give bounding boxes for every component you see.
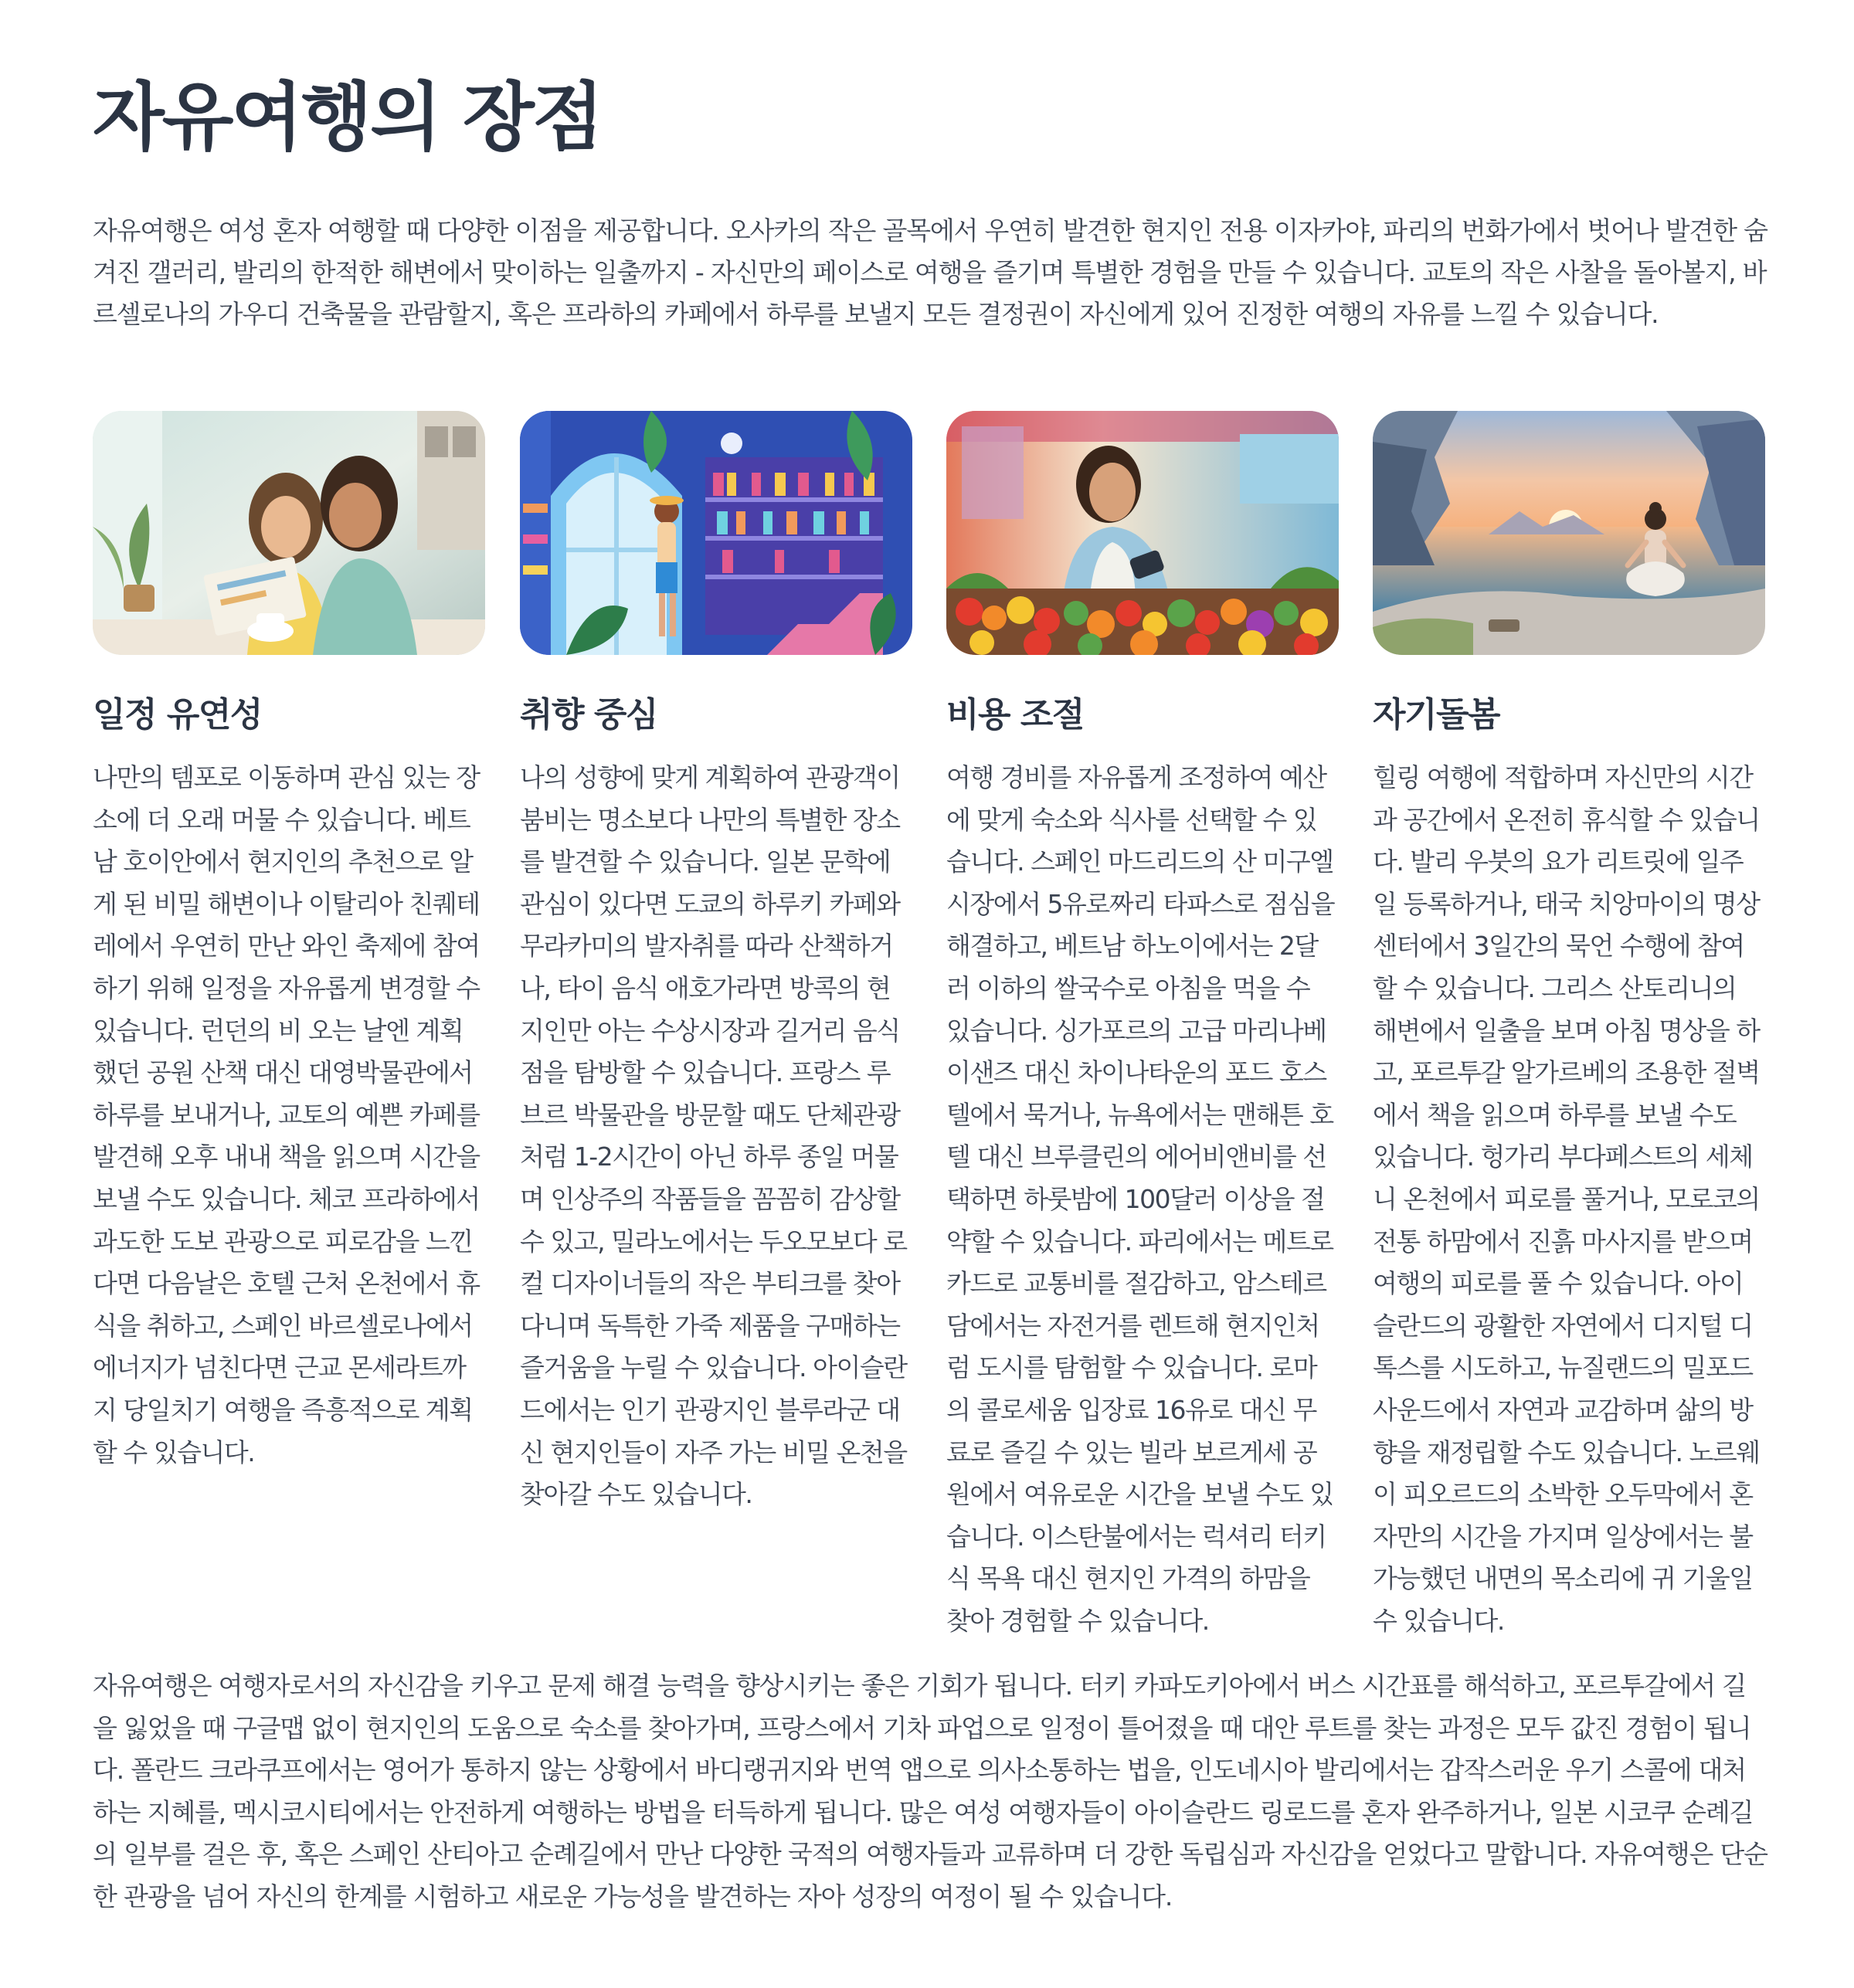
card-title: 비용 조절 [946, 695, 1084, 734]
conclusion-paragraph: 자유여행은 여행자로서의 자신감을 키우고 문제 해결 능력을 향상시키는 좋은 기회가 됩니다. 터키 카파도키아에서 버스 시간표를 해석하고, 포르투갈에서 길을 잃었을 때 구글맵 없이 현지인의 도움으로 숙소를 찾아가며, 프랑스에서 기차 파업으로 일정이 틀어졌을 때 대안 루트를 찾는 과정은 모두 값진 경험이 됩니다. 폴란드 크라쿠프에서는 영어가 통하지 않는 상황에서 바디랭귀지와 번역 앱으로 의사소통하는 법을, 인도네시아 발리에서는 갑작스러운 우기 스콜에 대처하는 지혜를, 멕시코시티에서는 안전하게 여행하는 방법을 터득하게 됩니다. 많은 여성 여행자들이 아이슬란드 링로드를 혼자 완주하거나, 일본 시코쿠 순례길의 일부를 걸은 후, 혹은 스페인 산티아고 순례길에서 만난 다양한 국적의 여행자들과 교류하며 더 강한 독립심과 자신감을 얻었다고 말합니다. 자유여행은 단순한 관광을 넘어 자신의 한계를 시험하고 새로운 가능성을 발견하는 자아 성장의 여정이 될 수 있습니다. [93, 1671, 1767, 1912]
card-text: 나만의 템포로 이동하며 관심 있는 장소에 더 오래 머물 수 있습니다. 베트남 호이안에서 현지인의 추천으로 알게 된 비밀 해변이나 이탈리아 친퀘테레에서 우연히 만난 와인 축제에 참여하기 위해 일정을 자유롭게 변경할 수 있습니다. 런던의 비 오는 날엔 계획했던 공원 산책 대신 대영박물관에서 하루를 보내거나, 교토의 예쁜 카페를 발견해 오후 내내 책을 읽으며 시간을 보낼 수도 있습니다. 체코 프라하에서 과도한 도보 관광으로 피로감을 느낀다면 다음날은 호텔 근처 온천에서 휴식을 취하고, 스페인 바르셀로나에서 에너지가 넘친다면 근교 몬세라트까지 당일치기 여행을 즉흥적으로 계획할 수 있습니다. [93, 762, 480, 1467]
feature-card-schedule-flexibility [93, 411, 485, 1474]
woman-at-market-vegetable-stall-image [946, 411, 1339, 655]
card-title: 취향 중심 [520, 695, 657, 734]
card-text: 나의 성향에 맞게 계획하여 관광객이 붐비는 명소보다 나만의 특별한 장소를 발견할 수 있습니다. 일본 문학에 관심이 있다면 도쿄의 하루키 카페와 무라카미의 발자취를 따라 산책하거나, 타이 음식 애호가라면 방콕의 현지인만 아는 수상시장과 길거리 음식점을 탐방할 수 있습니다. 프랑스 루브르 박물관을 방문할 때도 단체관광처럼 1-2시간이 아닌 하루 종일 머물며 인상주의 작품들을 꼼꼼히 감상할 수 있고, 밀라노에서는 두오모보다 로컬 디자이너들의 작은 부티크를 찾아다니며 독특한 가죽 제품을 구매하는 즐거움을 누릴 수 있습니다. 아이슬란드에서는 인기 관광지인 블루라군 대신 현지인들이 자주 가는 비밀 온천을 찾아갈 수도 있습니다. [520, 762, 907, 1510]
card-title: 자기돌봄 [1373, 695, 1500, 734]
page-title: 자유여행의 장점 [93, 74, 602, 161]
feature-card-cost-control [946, 411, 1339, 1642]
feature-card-taste-oriented [520, 411, 912, 1516]
card-text: 힐링 여행에 적합하며 자신만의 시간과 공간에서 온전히 휴식할 수 있습니다. 발리 우붓의 요가 리트릿에 일주일 등록하거나, 태국 치앙마이의 명상 센터에서 3일간의 묵언 수행에 참여할 수 있습니다. 그리스 산토리니의 해변에서 일출을 보며 아침 명상을 하고, 포르투갈 알가르베의 조용한 절벽에서 책을 읽으며 하루를 보낼 수도 있습니다. 헝가리 부다페스트의 세체니 온천에서 피로를 풀거나, 모로코의 전통 하맘에서 진흙 마사지를 받으며 여행의 피로를 풀 수 있습니다. 아이슬란드의 광활한 자연에서 디지털 디톡스를 시도하고, 뉴질랜드의 밀포드 사운드에서 자연과 교감하며 삶의 방향을 재정립할 수도 있습니다. 노르웨이 피오르드의 소박한 오두막에서 혼자만의 시간을 가지며 일상에서는 불가능했던 내면의 목소리에 귀 기울일 수 있습니다. [1373, 762, 1760, 1636]
intro-paragraph: 자유여행은 여성 혼자 여행할 때 다양한 이점을 제공합니다. 오사카의 작은 골목에서 우연히 발견한 현지인 전용 이자카야, 파리의 번화가에서 벗어나 발견한 숨겨진 갤러리, 발리의 한적한 해변에서 맞이하는 일출까지 - 자신만의 페이스로 여행을 즐기며 특별한 경험을 만들 수 있습니다. 교토의 작은 사찰을 돌아볼지, 바르셀로나의 가우디 건축물을 관람할지, 혹은 프라하의 카페에서 하루를 보낼지 모든 결정권이 자신에게 있어 진정한 여행의 자유를 느낄 수 있습니다. [93, 215, 1767, 329]
feature-card-self-care [1373, 411, 1765, 1642]
woman-meditating-by-lake-at-sunset-image [1373, 411, 1765, 655]
card-title: 일정 유연성 [93, 695, 262, 734]
two-women-reading-map-cafe-image [93, 411, 485, 655]
card-text: 여행 경비를 자유롭게 조정하여 예산에 맞게 숙소와 식사를 선택할 수 있습니다. 스페인 마드리드의 산 미구엘 시장에서 5유로짜리 타파스로 점심을 해결하고, 베트남 하노이에서는 2달러 이하의 쌀국수로 아침을 먹을 수 있습니다. 싱가포르의 고급 마리나베이샌즈 대신 차이나타운의 포드 호스텔에서 묵거나, 뉴욕에서는 맨해튼 호텔 대신 브루클린의 에어비앤비를 선택하면 하룻밤에 100달러 이상을 절약할 수 있습니다. 파리에서는 메트로 카드로 교통비를 절감하고, 암스테르담에서는 자전거를 렌트해 현지인처럼 도시를 탐험할 수 있습니다. 로마의 콜로세움 입장료 16유로 대신 무료로 즐길 수 있는 빌라 보르게세 공원에서 여유로운 시간을 보낼 수도 있습니다. 이스탄불에서는 럭셔리 터키식 목욕 대신 현지인 가격의 하맘을 찾아 경험할 수 있습니다. [946, 762, 1335, 1636]
woman-in-colorful-bookshop-illustration [520, 411, 912, 655]
